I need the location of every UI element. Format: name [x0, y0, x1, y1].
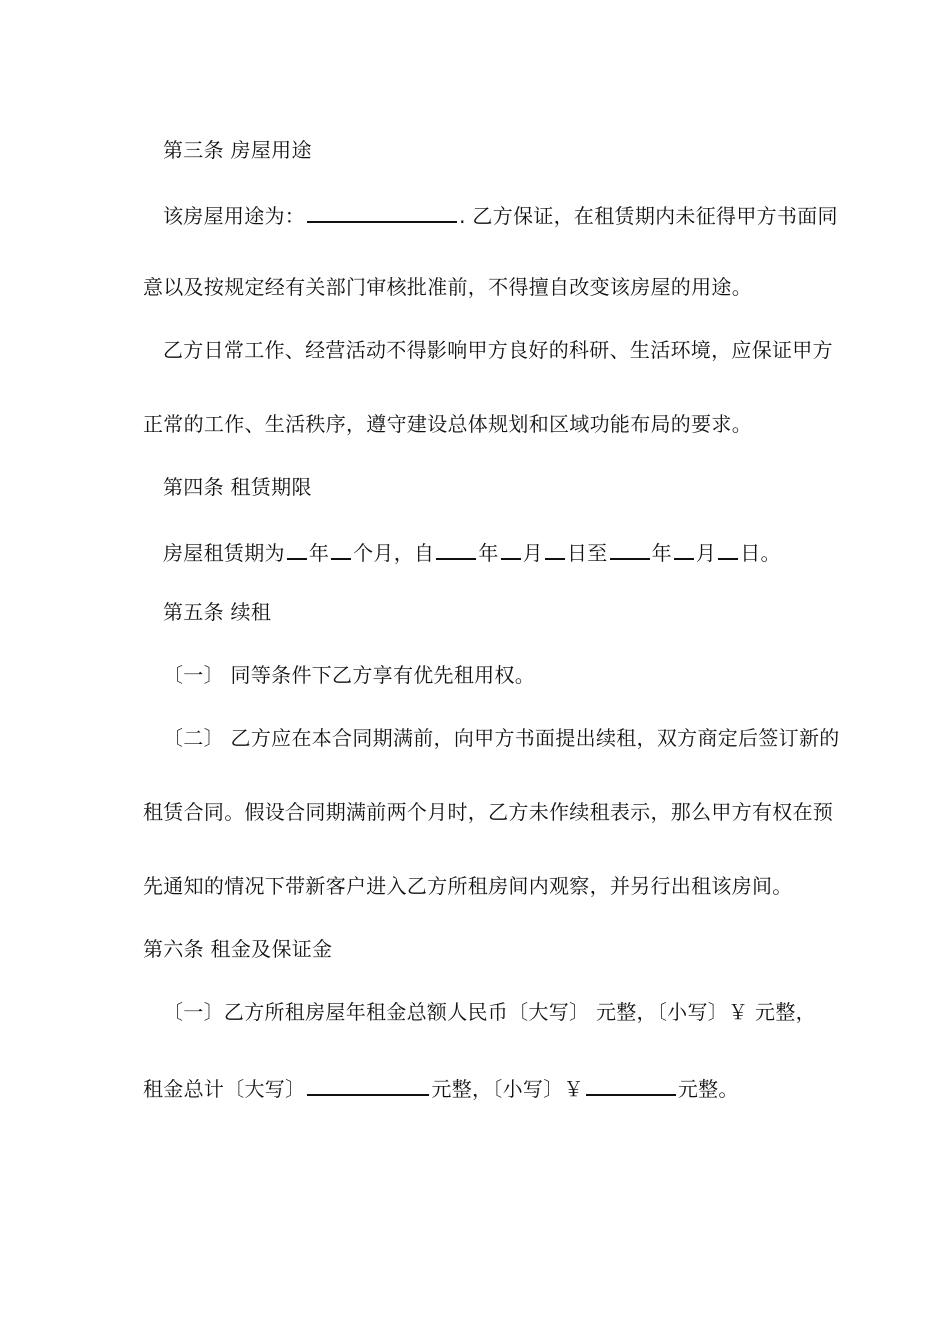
article-5-heading: 第五条 续租: [163, 600, 272, 624]
rent-total-mid: 元整，〔小写〕￥: [431, 1077, 584, 1101]
use-blank[interactable]: [307, 199, 457, 223]
years-blank[interactable]: [287, 536, 307, 560]
term-text: 年: [478, 541, 499, 565]
start-day-blank[interactable]: [545, 536, 565, 560]
term-text: 年: [308, 541, 330, 565]
term-text: 月: [522, 541, 543, 565]
term-text: 年: [651, 541, 672, 565]
use-clause-line-2: 意以及按规定经有关部门审核批准前，不得擅自改变该房屋的用途。: [143, 275, 752, 299]
rent-total-line: [143, 1072, 739, 1103]
end-day-blank[interactable]: [718, 536, 738, 560]
renewal-item-2-line-2: 租赁合同。假设合同期满前两个月时，乙方未作续租表示，那么甲方有权在预: [143, 800, 834, 824]
renewal-item-1: 〔一〕 同等条件下乙方享有优先租用权。: [163, 663, 536, 687]
end-month-blank[interactable]: [674, 536, 694, 560]
term-text: 个月，自: [353, 541, 435, 565]
end-year-blank[interactable]: [610, 536, 650, 560]
article-3-heading: 第三条 房屋用途: [163, 138, 312, 162]
rent-total-lower-blank[interactable]: [586, 1072, 676, 1096]
renewal-item-2-line-1: 〔二〕 乙方应在本合同期满前，向甲方书面提出续租，双方商定后签订新的: [163, 726, 840, 750]
rent-item-1: 〔一〕乙方所租房屋年租金总额人民币〔大写〕 元整，〔小写〕￥ 元整，: [163, 1000, 816, 1024]
months-blank[interactable]: [331, 536, 351, 560]
term-text: 日至: [566, 541, 608, 565]
term-text: 日。: [740, 541, 781, 565]
rent-total-suffix: 元整。: [677, 1077, 739, 1101]
term-text: 月: [695, 541, 717, 565]
lease-term-line: [163, 536, 781, 567]
rent-total-prefix: 租金总计〔大写〕: [143, 1077, 306, 1101]
rent-total-upper-blank[interactable]: [307, 1072, 429, 1096]
renewal-item-2-line-3: 先通知的情况下带新客户进入乙方所租房间内观察，并另行出租该房间。: [143, 874, 793, 898]
start-year-blank[interactable]: [436, 536, 476, 560]
daily-clause-line-2: 正常的工作、生活秩序，遵守建设总体规划和区域功能布局的要求。: [143, 412, 752, 436]
start-month-blank[interactable]: [501, 536, 521, 560]
term-text: 房屋租赁期为: [163, 541, 285, 565]
use-prefix: 该房屋用途为：: [163, 204, 306, 228]
article-6-heading: 第六条 租金及保证金: [143, 937, 333, 961]
use-suffix: . 乙方保证，在租赁期内未征得甲方书面同: [459, 204, 838, 228]
article-4-heading: 第四条 租赁期限: [163, 475, 312, 499]
daily-clause-line-1: 乙方日常工作、经营活动不得影响甲方良好的科研、生活环境，应保证甲方: [163, 338, 833, 362]
use-clause-line-1: [163, 199, 838, 230]
